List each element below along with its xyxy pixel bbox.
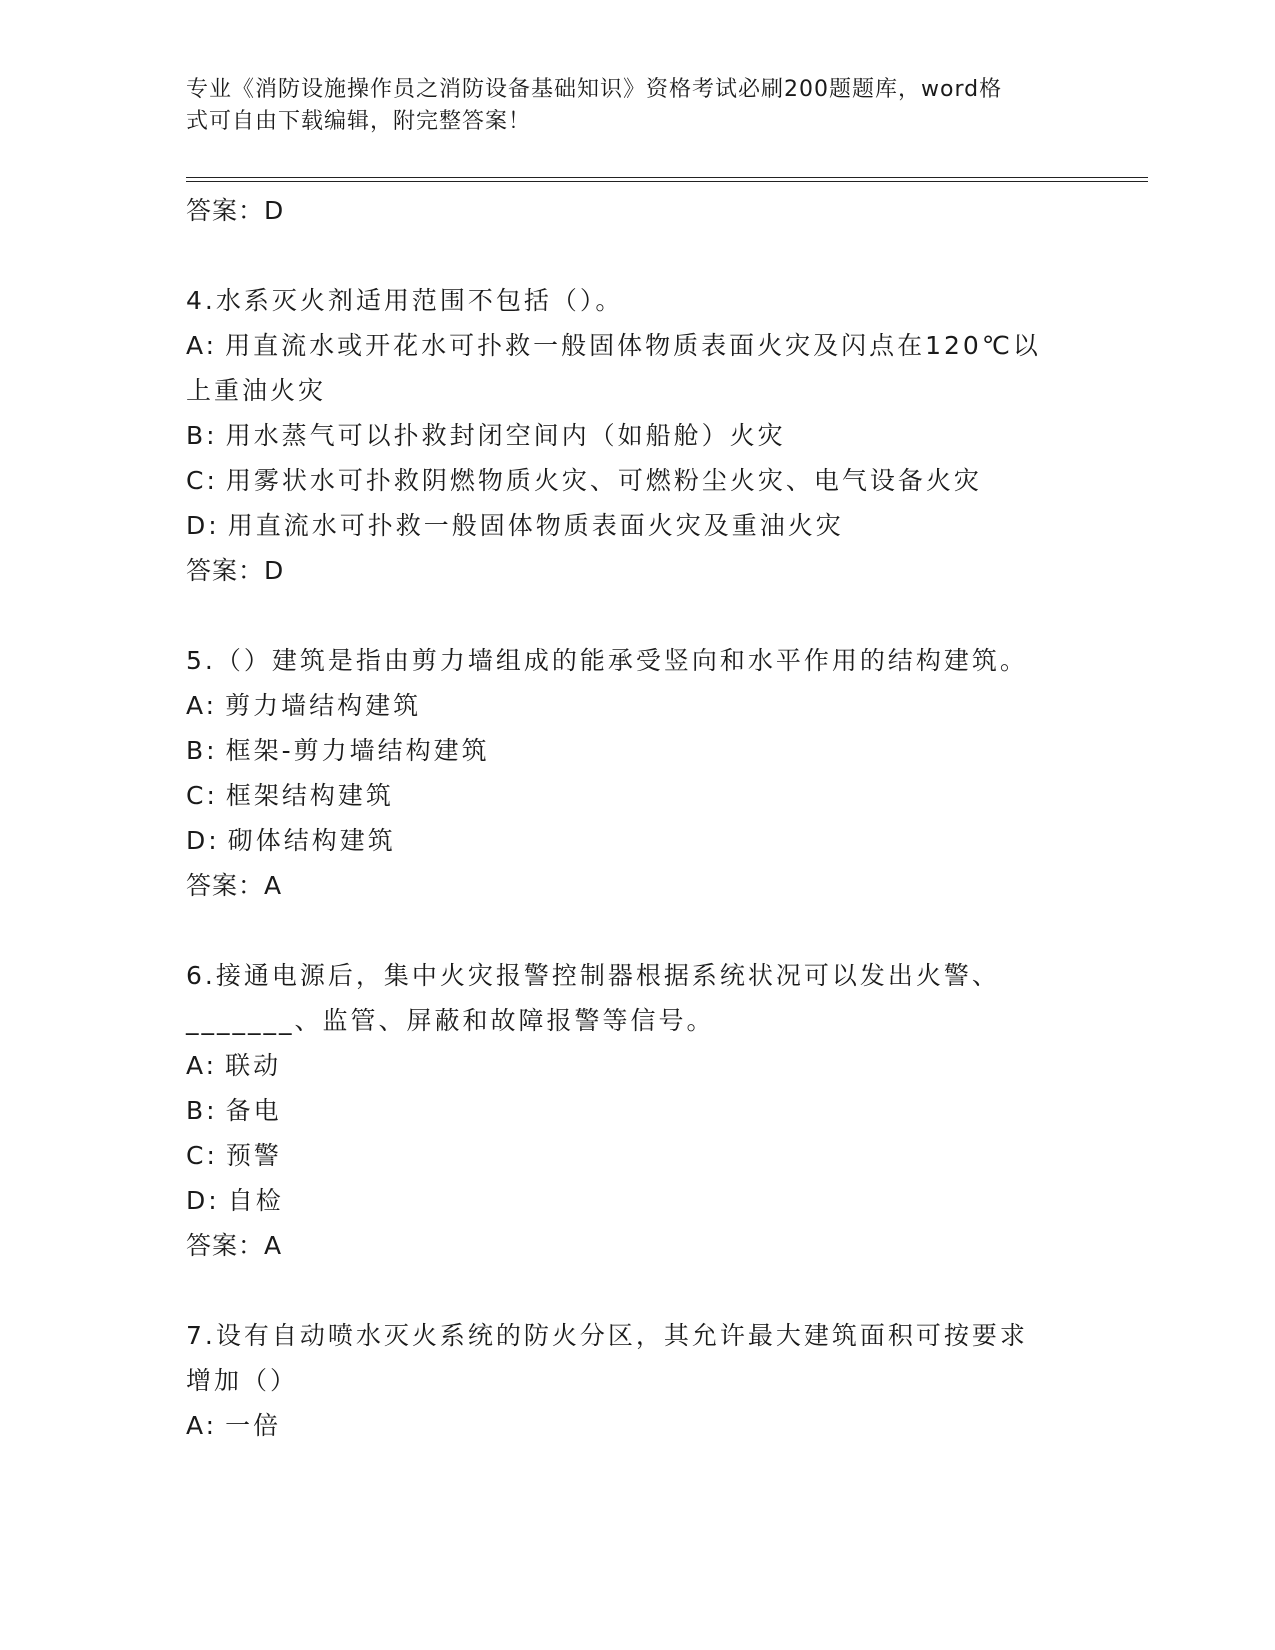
option-text: 砌体结构建筑	[227, 826, 396, 855]
option-c	[186, 1133, 1086, 1178]
option-text: 备电	[225, 1096, 282, 1125]
option-text: 一倍	[225, 1411, 282, 1440]
header-text-line-1: 专业《消防设施操作员之消防设备基础知识》资格考试必刷200题题库，word格	[186, 77, 1003, 102]
question-stem: 5.（）建筑是指由剪力墙组成的能承受竖向和水平作用的结构建筑。	[186, 646, 1028, 675]
answer: 答案：A	[186, 871, 283, 900]
option-text: 联动	[225, 1051, 282, 1080]
page-header	[186, 74, 1086, 138]
spacer	[186, 908, 1086, 953]
option-letter: A:	[186, 691, 218, 720]
option-letter: D:	[186, 1186, 220, 1215]
option-text-continued: 上重油火灾	[186, 376, 327, 405]
option-letter: A:	[186, 1411, 218, 1440]
option-d	[186, 818, 1086, 863]
option-letter: B:	[186, 736, 218, 765]
question-stem-continued: 增加（）	[186, 1366, 299, 1395]
option-letter: D:	[186, 826, 220, 855]
option-d	[186, 503, 1086, 548]
question-stem: 4.水系灭火剂适用范围不包括（）。	[186, 286, 624, 315]
question-item	[186, 953, 1086, 1268]
option-text: 用直流水或开花水可扑救一般固体物质表面火灾及闪点在120℃以	[225, 331, 1041, 360]
option-letter: D:	[186, 511, 220, 540]
option-letter: A:	[186, 331, 218, 360]
option-text: 框架结构建筑	[225, 781, 394, 810]
option-text: 预警	[225, 1141, 282, 1170]
option-text: 框架-剪力墙结构建筑	[225, 736, 490, 765]
header-divider-bottom	[186, 181, 1148, 182]
header-text-line-2: 式可自由下载编辑，附完整答案！	[186, 109, 532, 134]
question-stem-continued: _______、监管、屏蔽和故障报警等信号。	[186, 1006, 715, 1035]
option-a	[186, 1043, 1086, 1088]
answer: 答案：D	[186, 556, 285, 585]
option-letter: C:	[186, 466, 218, 495]
header-divider-top	[186, 177, 1148, 178]
spacer	[186, 593, 1086, 638]
question-list	[186, 188, 1086, 1448]
option-letter: B:	[186, 421, 218, 450]
option-c	[186, 458, 1086, 503]
option-letter: C:	[186, 781, 218, 810]
answer: 答案：A	[186, 1231, 283, 1260]
option-letter: B:	[186, 1096, 218, 1125]
spacer	[186, 233, 1086, 278]
option-text: 用雾状水可扑救阴燃物质火灾、可燃粉尘火灾、电气设备火灾	[225, 466, 982, 495]
option-a	[186, 1403, 1086, 1448]
spacer	[186, 1268, 1086, 1313]
option-c	[186, 773, 1086, 818]
question-item	[186, 278, 1086, 593]
option-a	[186, 683, 1086, 728]
option-b	[186, 728, 1086, 773]
option-b	[186, 413, 1086, 458]
question-stem: 6.接通电源后，集中火灾报警控制器根据系统状况可以发出火警、	[186, 961, 1000, 990]
option-letter: C:	[186, 1141, 218, 1170]
previous-answer: 答案：D	[186, 196, 285, 225]
option-text: 用直流水可扑救一般固体物质表面火灾及重油火灾	[227, 511, 844, 540]
question-item	[186, 1313, 1086, 1448]
option-text: 剪力墙结构建筑	[225, 691, 422, 720]
option-b	[186, 1088, 1086, 1133]
option-text: 用水蒸气可以扑救封闭空间内（如船舱）火灾	[225, 421, 786, 450]
option-d	[186, 1178, 1086, 1223]
option-text: 自检	[227, 1186, 284, 1215]
question-item	[186, 638, 1086, 908]
option-a	[186, 323, 1086, 413]
question-stem: 7.设有自动喷水灭火系统的防火分区，其允许最大建筑面积可按要求	[186, 1321, 1028, 1350]
option-letter: A:	[186, 1051, 218, 1080]
